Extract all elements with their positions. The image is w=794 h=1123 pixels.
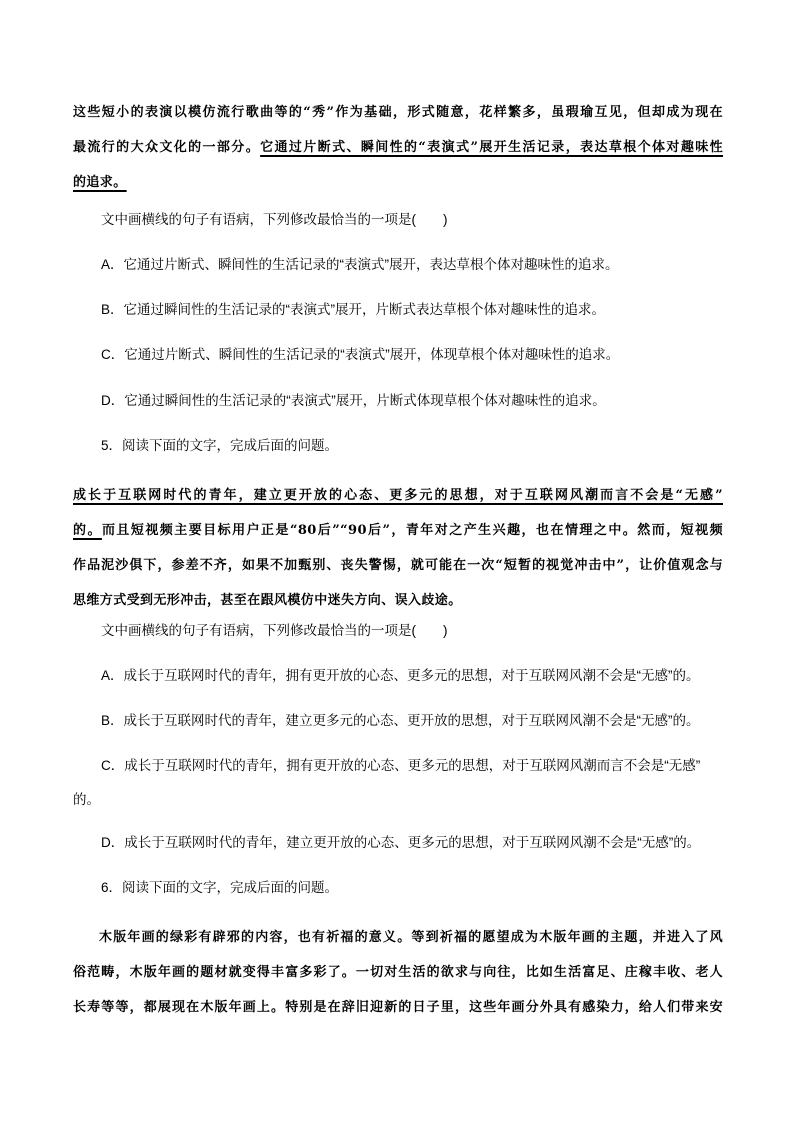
q5-option-c-continuation: 的。 — [73, 792, 100, 807]
q4-stem: 文中画横线的句子有语病，下列修改最恰当的一项是( ) — [101, 212, 448, 227]
passage-1-line-1: 这些短小的表演以模仿流行歌曲等的“秀”作为基础，形式随意，花样繁多，虽瑕瑜互见，但却成为现在 — [73, 105, 723, 120]
passage-2-line-2-plain: 而且短视频主要目标用户正是“80后”“90后”，青年对之产生兴趣，也在情理之中。然而，短视频 — [101, 523, 723, 538]
passage-1-underlined-sentence-end: 的追求。 — [73, 175, 127, 190]
passage-1-line-2-plain: 最流行的大众文化的一部分。 — [73, 140, 261, 155]
passage-2-line-4: 思维方式受到无形冲击，甚至在跟风模仿中迷失方向、误入歧途。 — [73, 593, 462, 608]
passage-1 — [73, 95, 723, 200]
q4-option-b: B．它通过瞬间性的生活记录的“表演式”展开，片断式表达草根个体对趣味性的追求。 — [101, 302, 605, 317]
passage-2 — [73, 478, 723, 618]
passage-2-line-3: 作品泥沙俱下，参差不齐，如果不加甄别、丧失警惕，就可能在一次“短暂的视觉冲击中”，让价值观念与 — [73, 558, 723, 573]
q5-option-d: D．成长于互联网时代的青年，建立更开放的心态、更多元的思想，对于互联网风潮不会是“无感”的。 — [101, 835, 701, 850]
q5-heading: 5．阅读下面的文字，完成后面的问题。 — [101, 438, 339, 453]
passage-3-line-3: 长寿等等，都展现在木版年画上。特别是在辞旧迎新的日子里，这些年画分外具有感染力，给人们带来安 — [73, 1000, 723, 1015]
passage-1-line-2 — [73, 130, 723, 165]
passage-3 — [73, 920, 723, 1025]
q4-option-a: A．它通过片断式、瞬间性的生活记录的“表演式”展开，表达草根个体对趣味性的追求。 — [101, 257, 619, 272]
q4-option-d: D．它通过瞬间性的生活记录的“表演式”展开，片断式体现草根个体对趣味性的追求。 — [101, 393, 606, 408]
passage-2-underlined-sentence-end: 的。 — [73, 523, 102, 538]
passage-1-line-3 — [73, 165, 723, 200]
passage-2-line-2 — [73, 513, 723, 548]
passage-2-underlined-sentence: 成长于互联网时代的青年，建立更开放的心态、更多元的思想，对于互联网风潮而言不会是“无感” — [73, 488, 723, 503]
passage-1-underlined-sentence: 它通过片断式、瞬间性的“表演式”展开生活记录，表达草根个体对趣味性 — [260, 140, 724, 155]
q5-option-a: A．成长于互联网时代的青年，拥有更开放的心态、更多元的思想，对于互联网风潮不会是“无感”的。 — [101, 668, 700, 683]
passage-3-line-2: 俗范畴，木版年画的题材就变得丰富多彩了。一切对生活的欲求与向往，比如生活富足、庄稼丰收、老人 — [73, 965, 723, 980]
passage-2-line-1 — [73, 478, 723, 513]
q5-option-c: C．成长于互联网时代的青年，拥有更开放的心态、更多元的思想，对于互联网风潮而言不会是“无感” — [101, 758, 701, 773]
q6-heading: 6．阅读下面的文字，完成后面的问题。 — [101, 880, 339, 895]
passage-3-line-1: 木版年画的绿彩有辟邪的内容，也有祈福的意义。等到祈福的愿望成为木版年画的主题，并进入了风 — [99, 930, 723, 945]
q5-stem: 文中画横线的句子有语病，下列修改最恰当的一项是( ) — [101, 623, 448, 638]
q5-option-b: B．成长于互联网时代的青年，建立更多元的心态、更开放的思想，对于互联网风潮不会是“无感”的。 — [101, 713, 700, 728]
q4-option-c: C．它通过片断式、瞬间性的生活记录的“表演式”展开，体现草根个体对趣味性的追求。 — [101, 347, 620, 362]
